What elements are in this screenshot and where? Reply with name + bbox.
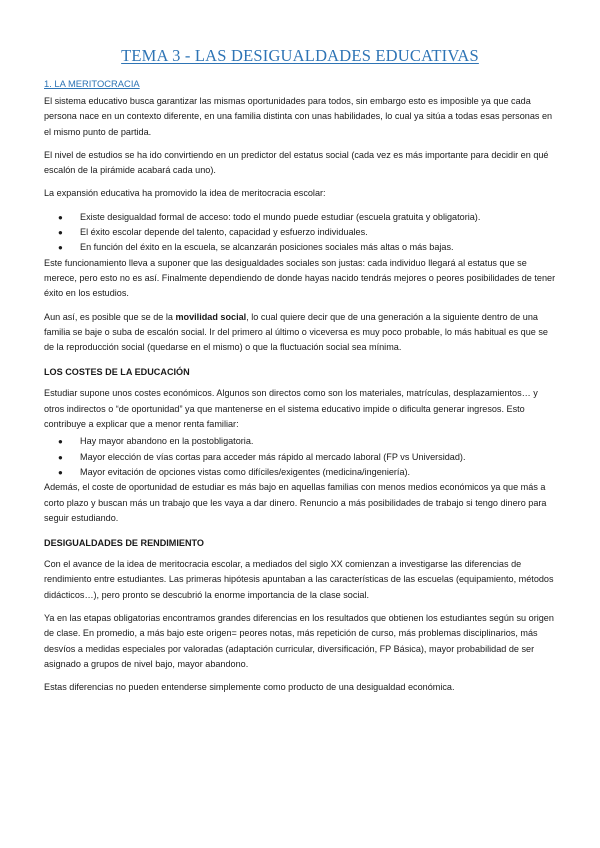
list-item bbox=[58, 225, 556, 240]
bullet-icon: ● bbox=[58, 243, 63, 253]
section-heading-costes: LOS COSTES DE LA EDUCACIÓN bbox=[44, 367, 190, 378]
paragraph-7: Además, el coste de oportunidad de estudiar es más bajo en aquellas familias con menos medios económicos ya que más a corto plazo y buscan más un trabajo que les vaya a dar dinero. Renuncio a más posibilidades de trabajo si tengo dinero para seguir estudiando. bbox=[44, 482, 547, 523]
paragraph-5-start: Aun así, es posible que se de la bbox=[44, 311, 176, 322]
list-item-text: El éxito escolar depende del talento, capacidad y esfuerzo individuales. bbox=[80, 227, 368, 238]
bullet-icon: ● bbox=[58, 467, 63, 477]
paragraph-3: La expansión educativa ha promovido la idea de meritocracia escolar: bbox=[44, 188, 326, 199]
paragraph-6: Estudiar supone unos costes económicos. Algunos son directos como son los materiales, matrículas, desplazamientos… y otros indirectos o “de oportunidad” ya que mantenerse en el sistema educativo impide o dificulta generar ingresos. Esto contribuye a explicar que a menor renta familiar: bbox=[44, 388, 538, 430]
list-item-text: Mayor evitación de opciones vistas como difíciles/exigentes (medicina/ingeniería). bbox=[80, 466, 411, 477]
list-item bbox=[58, 434, 556, 449]
paragraph-5-end: , lo cual quiere decir que de una generación a la siguiente dentro de una familia se baje o suba de escalón social. Ir del primero al último o viceversa es muy poco probable, lo más habitual es que se de la reproducción social (quedarse en el mismo) o que la fluctuación social sea mínima. bbox=[44, 311, 548, 353]
paragraph-2: El nivel de estudios se ha ido convirtiendo en un predictor del estatus social (cada vez es más importante para decidir en qué escalón de la pirámide acabará cada uno). bbox=[44, 149, 549, 176]
paragraph-10: Estas diferencias no pueden entenderse simplemente como producto de una desigualdad económica. bbox=[44, 682, 455, 693]
bullet-icon: ● bbox=[58, 452, 63, 462]
bullet-list-meritocracia bbox=[44, 210, 556, 256]
section-heading-meritocracia[interactable]: 1. LA MERITOCRACIA bbox=[44, 78, 140, 89]
paragraph-9: Ya en las etapas obligatorias encontramos grandes diferencias en los resultados que obtienen los estudiantes según su origen de clase. En promedio, a más bajo este origen= peores notas, más repetición de curso, más problemas disciplinarios, más desvíos a medidas especiales por valoradas (adaptación curricular, diversificación, FP Básica), mayor probabilidad de ser asignado a grupos de nivel bajo, mayor abandono. bbox=[44, 613, 554, 669]
list-item bbox=[58, 240, 556, 255]
bullet-icon: ● bbox=[58, 228, 63, 238]
list-item-text: Existe desigualdad formal de acceso: todo el mundo puede estudiar (escuela gratuita y obligatoria). bbox=[80, 211, 481, 222]
list-item-text: En función del éxito en la escuela, se alcanzarán posiciones sociales más altas o más bajas. bbox=[80, 242, 454, 253]
movilidad-social-term: movilidad social bbox=[175, 311, 247, 322]
bullet-list-costes bbox=[44, 434, 556, 480]
list-item bbox=[58, 210, 556, 225]
bullet-icon: ● bbox=[58, 212, 63, 222]
bullet-icon: ● bbox=[58, 437, 63, 447]
paragraph-5 bbox=[44, 310, 556, 356]
list-item bbox=[58, 465, 556, 480]
document-title: TEMA 3 - LAS DESIGUALDADES EDUCATIVAS bbox=[121, 46, 479, 65]
paragraph-8: Con el avance de la idea de meritocracia escolar, a mediados del siglo XX comienzan a investigarse las diferencias de rendimiento entre estudiantes. Las primeras hipótesis apuntaban a las características de las escuelas (equipamiento, métodos didácticos…), pero pronto se descubrió la enorme importancia de la clase social. bbox=[44, 559, 554, 600]
list-item-text: Hay mayor abandono en la postobligatoria. bbox=[80, 436, 254, 447]
paragraph-4: Este funcionamiento lleva a suponer que las desigualdades sociales son justas: cada individuo llegará al estatus que se merece, pero esto no es así. Finalmente dependiendo de donde hayas nacido tendrás mejores o peores posibilidades de tener éxito en los estudios. bbox=[44, 257, 556, 299]
section-heading-rendimiento: DESIGUALDADES DE RENDIMIENTO bbox=[44, 538, 204, 549]
paragraph-1: El sistema educativo busca garantizar las mismas oportunidades para todos, sin embargo esto es imposible ya que cada persona nace en un contexto diferente, en una familia distinta con unas habilidades, lo cual ya sitúa a todas esas personas en el mismo punto de partida. bbox=[44, 96, 553, 137]
list-item-text: Mayor elección de vías cortas para acceder más rápido al mercado laboral (FP vs Universidad). bbox=[80, 451, 466, 462]
list-item bbox=[58, 450, 556, 465]
